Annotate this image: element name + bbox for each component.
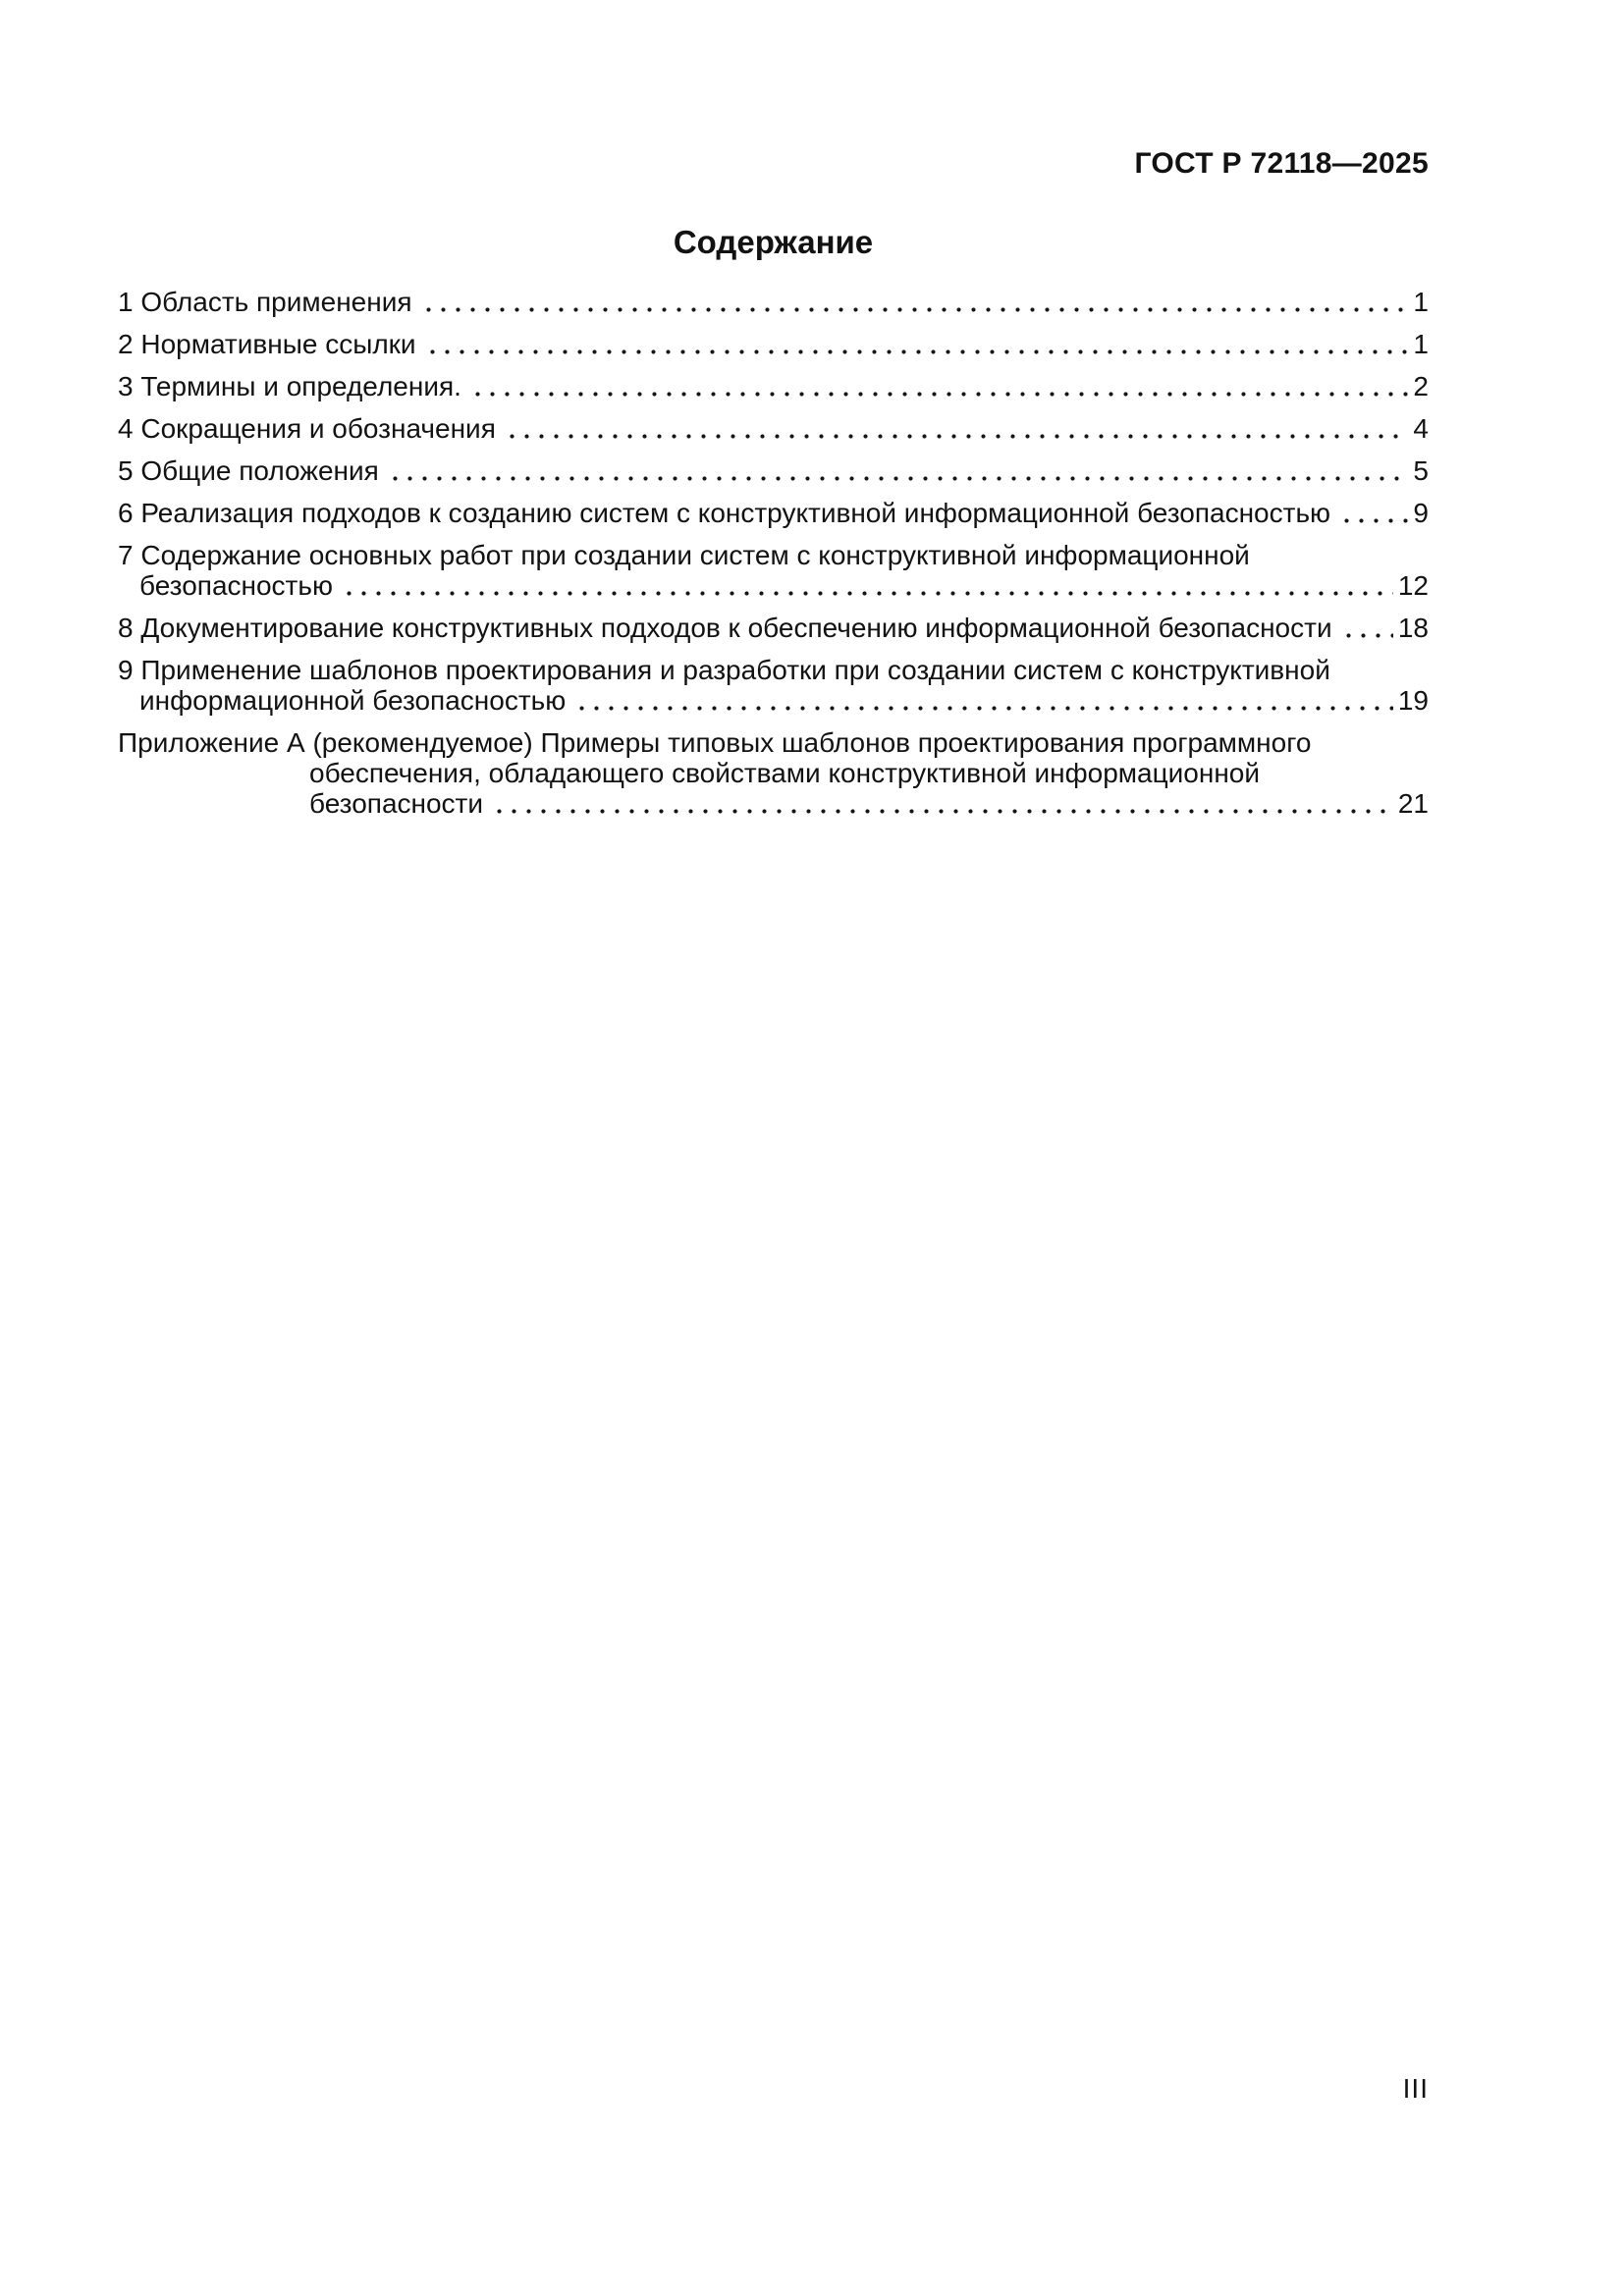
dot-leader <box>1341 613 1393 643</box>
dot-leader <box>425 329 1409 359</box>
toc-entry-line <box>118 287 1429 317</box>
toc-page-number: 12 <box>1397 570 1429 601</box>
page-title: Содержание <box>673 224 874 260</box>
page-number: III <box>1402 2073 1429 2104</box>
toc-entry-text: обеспечения, обладающего свойствами конструктивной информационной <box>309 758 1261 788</box>
toc-page-number: 1 <box>1413 287 1429 317</box>
toc-entry-text: 2 Нормативные ссылки <box>118 329 416 359</box>
dot-leader <box>492 788 1393 819</box>
toc-entry <box>118 329 1429 359</box>
dot-leader <box>505 413 1409 444</box>
toc-entry-line <box>118 413 1429 444</box>
toc-entry-line <box>309 758 1429 788</box>
toc-entry <box>118 371 1429 401</box>
toc-entry-text: 1 Область применения <box>118 287 412 317</box>
toc-entry <box>118 540 1429 601</box>
toc-page-number: 21 <box>1397 788 1429 819</box>
toc-page-number: 2 <box>1413 371 1429 401</box>
toc-page-number: 4 <box>1413 413 1429 444</box>
toc-entry <box>118 613 1429 643</box>
toc-page-number: 19 <box>1397 685 1429 716</box>
toc-entry-text: 4 Сокращения и обозначения <box>118 413 496 444</box>
toc-entry-line <box>139 685 1429 716</box>
toc-entry-text: 8 Документирование конструктивных подходов к обеспечению информационной безопасности <box>118 613 1332 643</box>
toc-entry-line <box>118 329 1429 359</box>
toc-entry <box>118 413 1429 444</box>
dot-leader <box>574 685 1393 716</box>
running-header: ГОСТ Р 72118—2025 <box>1134 147 1429 180</box>
toc-entry-line <box>309 788 1429 819</box>
dot-leader <box>421 287 1409 317</box>
toc-entry <box>118 727 1429 819</box>
toc-entry-line <box>118 371 1429 401</box>
toc-entry <box>118 655 1429 716</box>
toc-entry-line <box>118 540 1429 570</box>
dot-leader <box>1339 498 1408 528</box>
dot-leader <box>470 371 1409 401</box>
toc-entry-line <box>118 727 1429 758</box>
toc-entry-text: Приложение А (рекомендуемое) Примеры типовых шаблонов проектирования программного <box>118 727 1312 758</box>
toc-entry-text: 6 Реализация подходов к созданию систем с конструктивной информационной безопасностью <box>118 498 1331 528</box>
dot-leader <box>388 455 1409 486</box>
toc-entry-line <box>118 455 1429 486</box>
toc-page-number: 18 <box>1397 613 1429 643</box>
toc-entry <box>118 455 1429 486</box>
dot-leader <box>342 570 1393 601</box>
toc-entry <box>118 287 1429 317</box>
table-of-contents <box>118 287 1429 830</box>
toc-entry-text: 3 Термины и определения. <box>118 371 461 401</box>
toc-entry-line <box>139 570 1429 601</box>
toc-entry-line <box>118 655 1429 685</box>
toc-entry-text: безопасности <box>309 788 484 819</box>
toc-entry-line <box>118 613 1429 643</box>
toc-entry-text: информационной безопасностью <box>139 685 567 716</box>
toc-entry-text: 9 Применение шаблонов проектирования и разработки при создании систем с конструктивной <box>118 655 1330 685</box>
toc-page-number: 9 <box>1413 498 1429 528</box>
toc-entry-text: безопасностью <box>139 570 333 601</box>
toc-entry-text: 5 Общие положения <box>118 455 379 486</box>
toc-entry <box>118 498 1429 528</box>
toc-page-number: 1 <box>1413 329 1429 359</box>
toc-page-number: 5 <box>1413 455 1429 486</box>
toc-entry-line <box>118 498 1429 528</box>
toc-entry-text: 7 Содержание основных работ при создании систем с конструктивной информационной <box>118 540 1250 570</box>
